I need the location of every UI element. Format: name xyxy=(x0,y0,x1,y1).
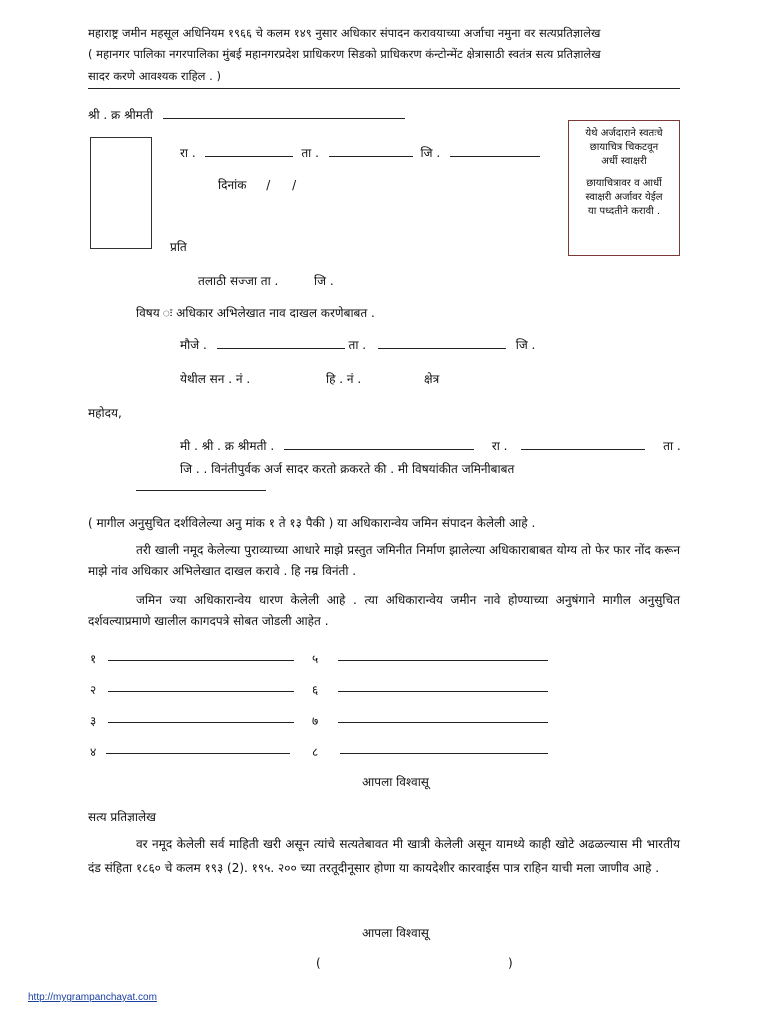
address-ji-blank xyxy=(450,156,540,157)
header-divider xyxy=(88,88,680,89)
applicant-name-blank xyxy=(163,118,405,119)
p1-ta-label: ता . xyxy=(663,439,681,453)
paragraph-3: तरी खाली नमूद केलेल्या पुराव्याच्या आधारे माझे प्रस्तुत जमिनीत निर्माण झालेल्या अधिकाराबाबत योग्य तो फेर फार नोंद करून माझे नांव अधिकार अभिलेखात दाखल करावे . हि नम्र विनंती . xyxy=(88,543,680,578)
enclosure-2-number: २ xyxy=(90,683,97,697)
enclosure-8-blank xyxy=(340,753,548,754)
enclosure-4-blank xyxy=(106,753,290,754)
survey-kshetra-label: क्षेत्र xyxy=(424,372,440,386)
photo-instruction-box xyxy=(568,120,680,256)
paragraph-1-line-3 xyxy=(136,480,266,494)
enclosure-6-number: ६ xyxy=(312,683,319,697)
enclosure-7-blank xyxy=(338,722,548,723)
paragraph-1-line-2: जि . . विनंतीपुर्वक अर्ज सादर करतो क्रकरते की . मी विषयांकीत जमिनीबाबत xyxy=(180,462,515,476)
applicant-name-row xyxy=(88,106,405,123)
p1-name-blank xyxy=(284,449,474,450)
header-line-2: ( महानगर पालिका नगरपालिका मुंबई महानगरप्रदेश प्राधिकरण सिडको प्राधिकरण कंन्टोन्मेंट क्षेत्रासाठी स्वतंत्र सत्य प्रतिज्ञालेख xyxy=(88,47,601,61)
photo-note-line-3: अर्धी स्वाक्षरी xyxy=(601,156,647,167)
addressee-ji: जि . xyxy=(314,274,334,288)
salutation: महोदय, xyxy=(88,406,122,420)
footer-website-link[interactable]: http://mygrampanchayat.com xyxy=(28,992,157,1003)
affidavit-title: सत्य प्रतिज्ञालेख xyxy=(88,810,156,824)
signature-open-bracket: ( xyxy=(316,956,321,970)
enclosure-2-blank xyxy=(108,691,294,692)
paragraph-4: जमिन ज्या अधिकारान्वेय धारण केलेली आहे . त्या अधिकारान्वेय जमीन नावे होण्याच्या अनुषंगाने मागील अनुसुचित दर्शवल्याप्रमाणे खालील कागदपत्रे सोबत जोडली आहेत . xyxy=(88,593,680,628)
mauje-ji-label: जि . xyxy=(515,338,536,352)
enclosure-6-blank xyxy=(338,691,548,692)
mauje-ta-blank xyxy=(378,348,506,349)
enclosure-3-number: ३ xyxy=(90,714,97,728)
address-ta-blank xyxy=(329,156,413,157)
enclosure-5-blank xyxy=(338,660,548,661)
survey-san-label: येथील सन . नं . xyxy=(180,372,251,386)
photo-note-line-6: या पध्दतीने करावी . xyxy=(587,206,661,217)
enclosure-8-number: ८ xyxy=(312,745,319,759)
prati-label: प्रति xyxy=(170,240,187,254)
address-ji-label: जि . xyxy=(420,146,441,160)
affidavit-text: वर नमूद केलेली सर्व माहिती खरी असून त्यांचे सत्यतेबावत मी खात्री केलेली असून यामध्ये काही खोटे अढळल्यास मी भारतीय दंड संहिता १८६० चे कलम १९३ (2). १९५. २०० च्या तरतूदीनूसार होणा या कायदेशीर कारवाईस पात्र राहिन याची मला जाणीव आहे . xyxy=(88,837,680,875)
enclosure-1-blank xyxy=(108,660,294,661)
survey-hi-label: हि . नं . xyxy=(326,372,362,386)
date-row xyxy=(218,176,296,193)
applicant-name-label: श्री . क्र श्रीमती xyxy=(88,108,153,122)
signature-close-bracket: ) xyxy=(508,956,513,970)
address-ta-label: ता . xyxy=(301,146,319,160)
enclosure-4-number: ४ xyxy=(90,745,97,759)
paragraph-2: ( मागील अनुसुचित दर्शविलेल्या अनु मांक १ ते १३ पैकी ) या अधिकारान्वेय जमिन संपादन केलेली आहे . xyxy=(88,516,536,530)
enclosure-5-number: ५ xyxy=(312,652,319,666)
photo-note-line-5: स्वाक्षरी अर्जावर येईल xyxy=(585,192,663,203)
mauje-blank xyxy=(217,348,345,349)
mauje-ta-label: ता . xyxy=(348,338,367,352)
paragraph-1-line-1 xyxy=(180,437,681,454)
photo-note-line-2: छायाचित्र चिकटवून xyxy=(589,142,659,153)
mauje-label: मौजे . xyxy=(180,338,207,352)
p1-ra-label: रा . xyxy=(491,439,508,453)
enclosure-7-number: ७ xyxy=(312,714,319,728)
address-ra-blank xyxy=(205,156,293,157)
closing-yours-faithfully-2: आपला विश्वासू xyxy=(362,926,429,940)
enclosure-1-number: १ xyxy=(90,652,97,666)
enclosure-3-blank xyxy=(108,722,294,723)
addressee-talathi: तलाठी सज्जा ता . xyxy=(198,274,279,288)
date-separator-1: / xyxy=(266,178,271,192)
header-line-3: सादर करणे आवश्यक राहिल . ) xyxy=(88,69,221,83)
date-separator-2: / xyxy=(292,178,297,192)
closing-yours-faithfully-1: आपला विश्वासू xyxy=(362,775,429,789)
p1-land-blank xyxy=(136,490,266,491)
p1-ra-blank xyxy=(521,449,645,450)
p1-name-label: मी . श्री . क्र श्रीमती . xyxy=(180,439,275,453)
photo-box xyxy=(90,137,152,249)
address-ra-label: रा . xyxy=(180,146,196,160)
mauje-row xyxy=(180,336,535,353)
photo-note-line-4: छायाचित्रावर व आर्धी xyxy=(586,178,662,189)
address-row xyxy=(180,144,540,161)
photo-note-line-1: येथे अर्जदाराने स्वतःचे xyxy=(585,128,663,139)
subject-label: विषय ः अधिकार अभिलेखात नाव दाखल करणेबाबत . xyxy=(136,306,375,320)
date-label: दिनांक xyxy=(218,178,247,192)
header-line-1: महाराष्ट्र जमीन महसूल अधिनियम १९६६ चे कलम १४९ नुसार अधिकार संपादन करावयाच्या अर्जाचा नमुना वर सत्यप्रतिज्ञालेख xyxy=(88,26,601,40)
